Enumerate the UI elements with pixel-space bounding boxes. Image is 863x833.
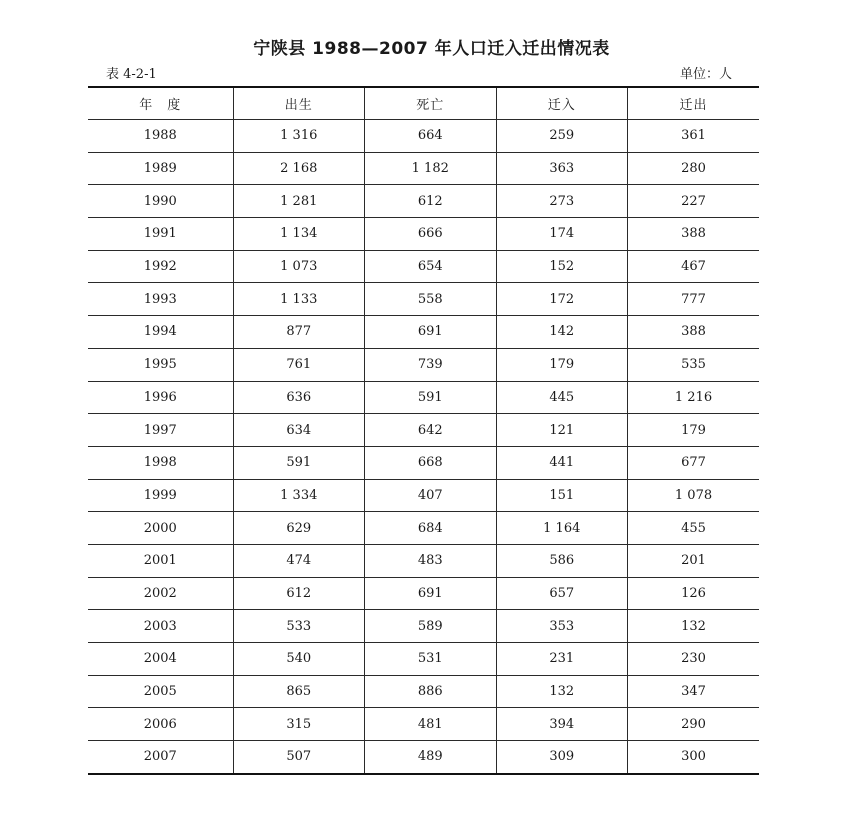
births-cell: 1 073 [233,250,365,283]
out-migration-cell: 280 [628,152,760,185]
in-migration-cell: 394 [496,708,628,741]
header-out-migration: 迁出 [628,87,760,120]
table-row [88,544,759,577]
out-migration-cell: 467 [628,250,760,283]
in-migration-cell: 363 [496,152,628,185]
out-migration-cell: 300 [628,741,760,774]
out-migration-cell: 227 [628,185,760,218]
table-row [88,185,759,218]
births-cell: 629 [233,512,365,545]
births-cell: 877 [233,316,365,349]
table-row [88,120,759,153]
births-cell: 865 [233,675,365,708]
header-row [88,87,759,120]
year-cell: 1994 [88,316,233,349]
births-cell: 612 [233,577,365,610]
table-row [88,152,759,185]
table-row [88,283,759,316]
out-migration-cell: 535 [628,348,760,381]
table-row [88,741,759,774]
deaths-cell: 668 [365,446,497,479]
out-migration-cell: 388 [628,316,760,349]
deaths-cell: 531 [365,643,497,676]
in-migration-cell: 441 [496,446,628,479]
in-migration-cell: 152 [496,250,628,283]
out-migration-cell: 388 [628,218,760,251]
year-cell: 2005 [88,675,233,708]
births-cell: 533 [233,610,365,643]
year-cell: 2000 [88,512,233,545]
out-migration-cell: 455 [628,512,760,545]
table-row [88,250,759,283]
table-row [88,643,759,676]
deaths-cell: 691 [365,316,497,349]
table-row [88,316,759,349]
deaths-cell: 589 [365,610,497,643]
deaths-cell: 691 [365,577,497,610]
births-cell: 540 [233,643,365,676]
year-cell: 2003 [88,610,233,643]
in-migration-cell: 151 [496,479,628,512]
year-cell: 1996 [88,381,233,414]
year-cell: 1998 [88,446,233,479]
year-cell: 1991 [88,218,233,251]
out-migration-cell: 201 [628,544,760,577]
year-cell: 2001 [88,544,233,577]
year-cell: 1990 [88,185,233,218]
in-migration-cell: 121 [496,414,628,447]
in-migration-cell: 1 164 [496,512,628,545]
table-row [88,675,759,708]
out-migration-cell: 126 [628,577,760,610]
deaths-cell: 591 [365,381,497,414]
header-deaths: 死亡 [365,87,497,120]
deaths-cell: 664 [365,120,497,153]
year-cell: 1992 [88,250,233,283]
births-cell: 1 133 [233,283,365,316]
births-cell: 1 281 [233,185,365,218]
table-body [88,120,759,774]
deaths-cell: 558 [365,283,497,316]
deaths-cell: 666 [365,218,497,251]
deaths-cell: 489 [365,741,497,774]
year-cell: 1995 [88,348,233,381]
deaths-cell: 1 182 [365,152,497,185]
deaths-cell: 886 [365,675,497,708]
page-title: 宁陕县 1988—2007 年人口迁入迁出情况表 [253,39,610,59]
in-migration-cell: 174 [496,218,628,251]
in-migration-cell: 273 [496,185,628,218]
births-cell: 507 [233,741,365,774]
in-migration-cell: 353 [496,610,628,643]
header-year: 年 度 [88,87,233,120]
deaths-cell: 739 [365,348,497,381]
table-row [88,348,759,381]
deaths-cell: 481 [365,708,497,741]
in-migration-cell: 586 [496,544,628,577]
births-cell: 1 316 [233,120,365,153]
in-migration-cell: 142 [496,316,628,349]
in-migration-cell: 132 [496,675,628,708]
out-migration-cell: 179 [628,414,760,447]
year-cell: 1993 [88,283,233,316]
births-cell: 315 [233,708,365,741]
year-cell: 2004 [88,643,233,676]
table-row [88,708,759,741]
out-migration-cell: 777 [628,283,760,316]
year-cell: 2002 [88,577,233,610]
table-row [88,414,759,447]
out-migration-cell: 361 [628,120,760,153]
in-migration-cell: 309 [496,741,628,774]
deaths-cell: 642 [365,414,497,447]
table-row [88,577,759,610]
births-cell: 761 [233,348,365,381]
in-migration-cell: 179 [496,348,628,381]
deaths-cell: 483 [365,544,497,577]
out-migration-cell: 347 [628,675,760,708]
table-row [88,610,759,643]
in-migration-cell: 445 [496,381,628,414]
births-cell: 1 134 [233,218,365,251]
deaths-cell: 684 [365,512,497,545]
year-cell: 1997 [88,414,233,447]
out-migration-cell: 132 [628,610,760,643]
population-migration-table [88,86,759,775]
in-migration-cell: 231 [496,643,628,676]
year-cell: 2007 [88,741,233,774]
table-number: 表 4-2-1 [106,67,157,82]
births-cell: 1 334 [233,479,365,512]
in-migration-cell: 259 [496,120,628,153]
births-cell: 2 168 [233,152,365,185]
out-migration-cell: 1 216 [628,381,760,414]
in-migration-cell: 657 [496,577,628,610]
deaths-cell: 654 [365,250,497,283]
year-cell: 1989 [88,152,233,185]
table-row [88,446,759,479]
table-row [88,381,759,414]
births-cell: 591 [233,446,365,479]
year-cell: 1988 [88,120,233,153]
header-births: 出生 [233,87,365,120]
births-cell: 634 [233,414,365,447]
table-row [88,512,759,545]
year-cell: 2006 [88,708,233,741]
out-migration-cell: 677 [628,446,760,479]
births-cell: 474 [233,544,365,577]
deaths-cell: 407 [365,479,497,512]
unit-label: 单位：人 [679,67,732,82]
out-migration-cell: 1 078 [628,479,760,512]
table-row [88,479,759,512]
out-migration-cell: 290 [628,708,760,741]
header-in-migration: 迁入 [496,87,628,120]
births-cell: 636 [233,381,365,414]
in-migration-cell: 172 [496,283,628,316]
table-row [88,218,759,251]
deaths-cell: 612 [365,185,497,218]
year-cell: 1999 [88,479,233,512]
out-migration-cell: 230 [628,643,760,676]
